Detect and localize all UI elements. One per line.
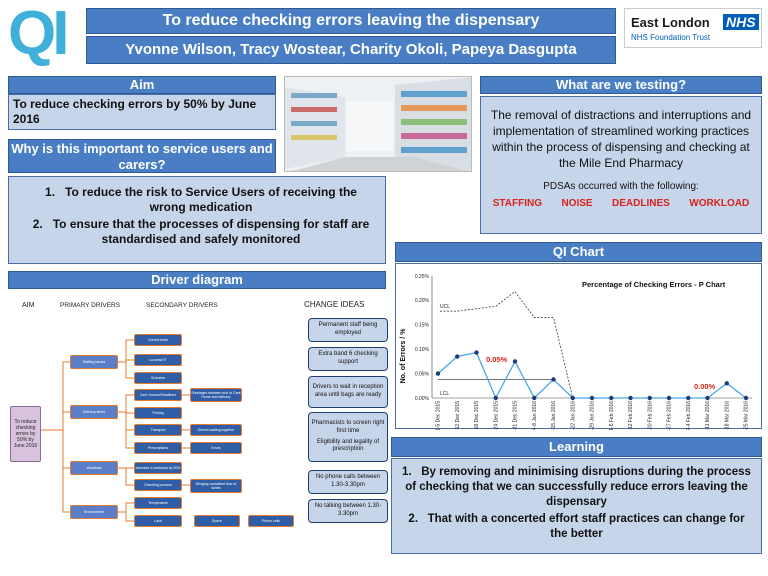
testing-heading: What are we testing? (480, 76, 762, 94)
learning-item-1: 1. By removing and minimising disruptions during the process of checking that we can successfully reduce errors leaving the dispensary (402, 466, 751, 508)
col-primary: PRIMARY DRIVERS (60, 302, 121, 309)
pdsa-list (483, 198, 759, 209)
why-heading: Why is this important to service users and carers? (8, 139, 276, 173)
testing-text: The removal of distractions and interruptions and implementation of streamlined working practices within the process of dispensing and checking at the Mile End Pharmacy (490, 108, 752, 170)
change-idea-7 (308, 499, 388, 523)
change-idea-2 (308, 347, 388, 371)
authors: Yvonne Wilson, Tracy Wostear, Charity Okoli, Papeya Dasgupta (86, 36, 616, 64)
x-tick-label: 7-11 Mar 2016 (705, 401, 711, 430)
x-tick-label: 22-27 Feb 2016 (666, 401, 673, 430)
pdsa-deadlines: DEADLINES (612, 198, 670, 209)
y-tick-label: 0.00% (414, 395, 429, 402)
data-point (494, 396, 498, 400)
center-line (438, 379, 573, 398)
data-point (436, 371, 440, 375)
data-point (744, 396, 748, 400)
col-change: CHANGE IDEAS (304, 300, 365, 309)
chart-title: Percentage of Checking Errors - P Chart (582, 280, 726, 289)
data-point (571, 396, 575, 400)
driver-connectors (8, 290, 308, 552)
x-tick-label: 22-31 Dec 2015 (512, 401, 519, 430)
x-tick-label: 8-12 Feb 2016 (628, 401, 634, 430)
x-tick-label: 7-12 Dec 2015 (454, 401, 461, 430)
pharmacy-photo (284, 76, 472, 172)
data-point (551, 377, 555, 381)
change-idea-1-text: Permanent staff being employed (318, 322, 378, 336)
secondary-driver-2: Locums/HT (134, 354, 182, 366)
col-aim: AIM (22, 302, 35, 309)
p-chart (396, 264, 763, 430)
lcl-label: LCL (440, 391, 450, 397)
aim-text: To reduce checking errors by 50% by June 2016 (13, 97, 257, 126)
tertiary-driver-3: Errors (190, 442, 242, 454)
x-tick-label: 1-5 Feb 2016 (608, 401, 615, 430)
data-point (513, 359, 517, 363)
y-tick-label: 0.25% (414, 273, 429, 280)
data-point (474, 350, 478, 354)
learning-panel (391, 458, 762, 554)
secondary-driver-4: Care Homes/Deadlines (134, 389, 182, 401)
secondary-driver-8: Increase in workload by 50% (134, 462, 182, 474)
data-point (648, 396, 652, 400)
x-tick-label: 4-8 Jan 2016 (531, 401, 538, 430)
primary-driver-3: Workload (70, 461, 118, 475)
change-idea-1 (308, 318, 388, 342)
change-idea-5-text: Eligibility and legality of prescription (316, 438, 380, 453)
x-tick-label: 11-15 Jan 2016 (551, 401, 557, 430)
y-tick-label: 0.05% (414, 371, 429, 378)
qi-chart-panel (395, 263, 762, 429)
series-line (438, 353, 746, 398)
ucl-label: UCL (440, 304, 451, 310)
x-tick-label: 29-4 Feb 2016 (685, 401, 692, 430)
x-tick-label: 25-29 Jan 2016 (589, 401, 596, 430)
org-trust: NHS Foundation Trust (631, 33, 711, 42)
x-tick-label: 14-18 Dec 2015 (474, 401, 480, 430)
tertiary-driver-2: Drivers waiting together (190, 424, 242, 436)
qi-chart-heading: QI Chart (395, 242, 762, 262)
y-tick-label: 0.10% (414, 347, 429, 353)
secondary-driver-11: Lack (134, 515, 182, 527)
secondary-driver-7: Prescriptions (134, 442, 182, 454)
driver-aim-box (10, 406, 41, 462)
change-idea-3-text: Drivers to wait in reception area until bags are ready (312, 384, 384, 398)
pdsa-staffing: STAFFING (492, 198, 542, 209)
change-idea-6 (308, 470, 388, 494)
secondary-driver-13: Phone calls (248, 515, 294, 527)
x-tick-label: 1-5 Dec 2015 (435, 401, 442, 430)
x-tick-label: 21-25 Mar 2016 (743, 401, 750, 430)
why-item-1: 1. To reduce the risk to Service Users of receiving the wrong medication (45, 185, 357, 214)
y-tick-label: 0.15% (414, 322, 429, 329)
org-name: East London (631, 15, 710, 30)
why-panel (8, 176, 386, 264)
secondary-driver-9: Checking process (134, 479, 182, 491)
primary-driver-4: Environment (70, 505, 118, 519)
data-point (628, 396, 632, 400)
aim-heading: Aim (8, 76, 276, 94)
change-idea-7-text: No talking between 1.30-3.30pm (314, 503, 382, 517)
primary-driver-1: Staffing issues (70, 355, 118, 369)
change-idea-2-text: Extra band 6 checking support (318, 351, 378, 365)
learning-item-2: 2. That with a concerted effort staff practices can change for the better (408, 513, 745, 540)
learning-heading: Learning (391, 437, 762, 457)
data-point (609, 396, 613, 400)
data-point (590, 396, 594, 400)
driver-heading: Driver diagram (8, 271, 386, 289)
nhs-logo (624, 8, 762, 48)
primary-driver-2: Delivery times (70, 405, 118, 419)
x-tick-label: 18-22 Jan 2016 (570, 401, 577, 430)
data-point (686, 396, 690, 400)
tertiary-driver-1: Shortages between end of Care Home and delivery (190, 388, 242, 402)
annotation-1: 0.05% (486, 355, 508, 364)
pdsa-intro: PDSAs occurred with the following: (543, 181, 699, 192)
aim-panel (8, 94, 276, 130)
secondary-driver-10: Temperature (134, 497, 182, 509)
change-idea-4 (308, 412, 388, 462)
driver-aim-text: To reduce checking errors by 50% by June 2016 (13, 419, 38, 449)
change-idea-4-text: Pharmacists to screen right first time (311, 419, 385, 434)
data-point (455, 354, 459, 358)
chart-ylabel: No. of Errors / % (400, 328, 407, 384)
qi-logo (6, 0, 76, 70)
secondary-driver-5: Picking (134, 407, 182, 419)
qi-logo-text: QI (8, 0, 66, 68)
x-tick-label: 14-18 Mar 2016 (724, 401, 731, 430)
secondary-driver-12: Space (194, 515, 240, 527)
secondary-driver-1: Correct team (134, 334, 182, 346)
nhs-badge: NHS (723, 14, 759, 30)
data-point (667, 396, 671, 400)
driver-panel (8, 290, 386, 552)
pharmacy-shelves-image (285, 77, 472, 172)
data-point (532, 396, 536, 400)
ucl-line (440, 292, 573, 398)
annotation-2: 0.00% (694, 382, 716, 391)
secondary-driver-3: Sickness (134, 372, 182, 384)
x-tick-label: 21-24 Dec 2015 (493, 401, 500, 430)
data-point (705, 396, 709, 400)
col-secondary: SECONDARY DRIVERS (146, 302, 218, 309)
secondary-driver-6: Transport (134, 424, 182, 436)
why-item-2: 2. To ensure that the processes of dispensing for staff are standardised and safely monitored (32, 217, 370, 246)
page-title: To reduce checking errors leaving the dispensary (86, 8, 616, 34)
change-idea-3 (308, 376, 388, 408)
pdsa-workload: WORKLOAD (689, 198, 750, 209)
y-tick-label: 0.20% (414, 298, 429, 305)
pdsa-noise: NOISE (561, 198, 593, 209)
tertiary-driver-4: Bringing consistent flow of duties (190, 479, 242, 493)
x-tick-label: 15-20 Feb 2016 (647, 401, 654, 430)
testing-panel (480, 96, 762, 234)
change-idea-6-text: No phone calls between 1.30-3.30pm (315, 474, 381, 488)
data-point (725, 381, 729, 385)
